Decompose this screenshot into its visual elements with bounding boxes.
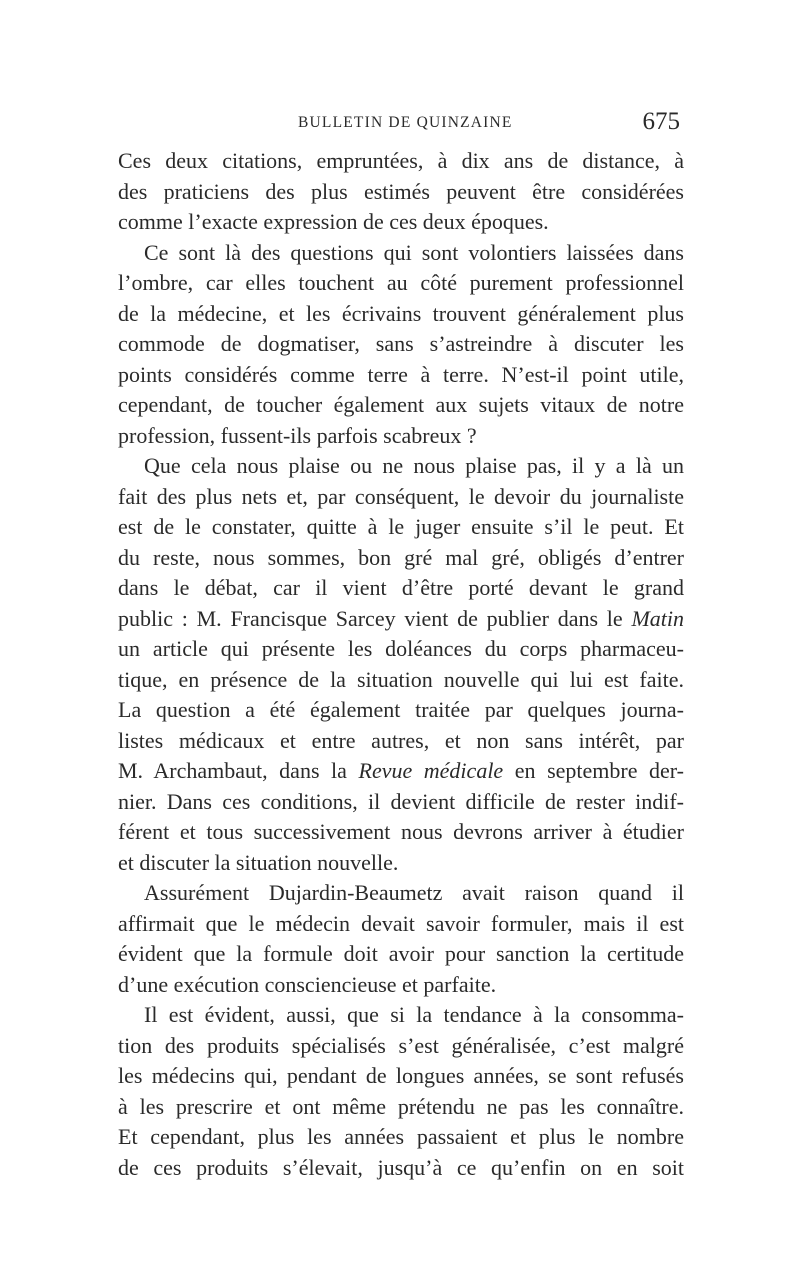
text-run: M. Archambaut, dans la [118,758,359,783]
text-line: Que cela nous plaise ou ne nous plaise pas, il y a là un [144,453,684,478]
text-line: férent et tous successivement nous devrons arriver à étudier [118,819,684,844]
text-line: Ce sont là des questions qui sont volontiers laissées dans [144,239,684,265]
text-line: Ces deux citations, empruntées, à dix ans de distance, à [118,148,684,173]
text-line: de la médecine, et les écrivains trouvent généralement plus [118,300,684,326]
text-line: les médecins qui, pendant de longues années, se sont refusés [118,1063,684,1088]
running-head [118,108,684,138]
text-line: d’une exécution consciencieuse et parfaite. [118,971,497,997]
text-line-with-italic [118,604,684,635]
text-line: nier. Dans ces conditions, il devient difficile de rester indif- [118,788,684,814]
text-line: de ces produits s’élevait, jusqu’à ce qu’enfin on en soit [118,1154,684,1180]
text-line: dans le débat, car il vient d’être porté devant le grand [118,575,684,600]
text-run: en septembre der- [503,758,685,783]
text-line: du reste, nous sommes, bon gré mal gré, obligés d’entrer [118,544,684,570]
text-line: à les prescrire et ont même prétendu ne pas les connaître. [118,1093,684,1119]
text-line: commode de dogmatiser, sans s’astreindre à discuter les [118,331,684,356]
text-line: fait des plus nets et, par conséquent, le devoir du journaliste [118,483,684,509]
text-line: La question a été également traitée par quelques journa- [118,697,684,722]
text-line: tique, en présence de la situation nouvelle qui lui est faite. [118,666,684,692]
text-line: Assurément Dujardin-Beaumetz avait raison quand il [144,880,684,905]
text-line: comme l’exacte expression de ces deux époques. [118,209,549,234]
text-line: est de le constater, quitte à le juger ensuite s’il le peut. Et [118,514,684,539]
text-line-with-italic [118,756,684,787]
text-line: évident que la formule doit avoir pour sanction la certitude [118,941,684,966]
text-line: des praticiens des plus estimés peuvent être considérées [118,178,684,204]
running-title: BULLETIN DE QUINZAINE [298,114,513,131]
text-line: Et cependant, plus les années passaient et plus le nombre [118,1124,684,1149]
text-line: points considérés comme terre à terre. N’est-il point utile, [118,361,684,387]
page-number: 675 [642,108,680,135]
text-line: affirmait que le médecin devait savoir formuler, mais il est [118,910,684,936]
italic-title: Revue médicale [358,758,504,783]
text-line: un article qui présente les doléances du corps pharmaceu- [118,636,684,661]
text-line: profession, fussent-ils parfois scabreux ? [118,422,477,448]
text-line: Il est évident, aussi, que si la tendance à la consomma- [144,1002,684,1027]
text-line: tion des produits spécialisés s’est généralisée, c’est malgré [118,1032,684,1058]
text-line: cependant, de toucher également aux sujets vitaux de notre [118,392,684,417]
body-text [118,146,684,1183]
text-run: public : M. Francisque Sarcey vient de publier dans le [118,605,632,631]
book-page [118,0,684,1262]
text-line: l’ombre, car elles touchent au côté purement professionnel [118,270,684,295]
text-line: listes médicaux et entre autres, et non sans intérêt, par [118,727,684,753]
text-line: et discuter la situation nouvelle. [118,849,399,875]
italic-title: Matin [631,605,684,631]
